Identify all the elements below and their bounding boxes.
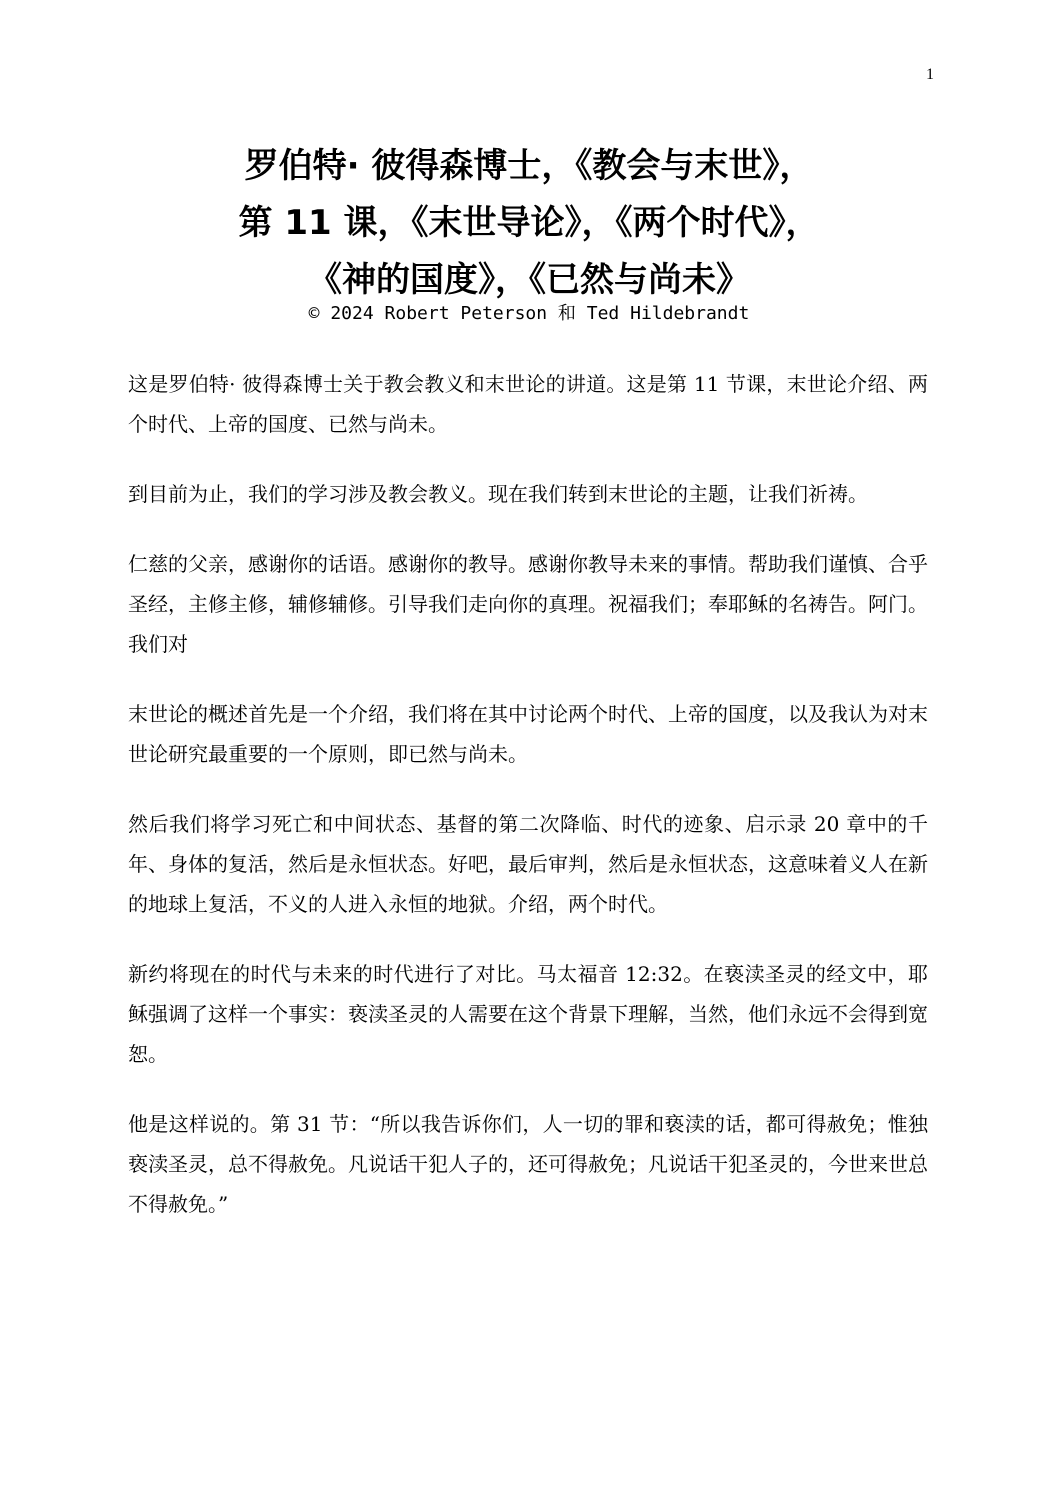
paragraph-matthew-quote: 他是这样说的。第 31 节：“所以我告诉你们，人一切的罪和亵渎的话，都可得赦免；惟独亵渎圣灵，总不得赦免。凡说话干犯人子的，还可得赦免；凡说话干犯圣灵的，今世来世总不得赦免。” — [128, 1112, 928, 1216]
title-line-2: 第 11 课，《末世导论》，《两个时代》， — [238, 203, 820, 243]
document-title — [0, 138, 1058, 325]
paragraph-outline: 然后我们将学习死亡和中间状态、基督的第二次降临、时代的迹象、启示录 20 章中的千年、身体的复活，然后是永恒状态。好吧，最后审判，然后是永恒状态，这意味着义人在新的地球上复活，不义的人进入永恒的地狱。介绍，两个时代。 — [128, 812, 928, 916]
title-line-1: 罗伯特· 彼得森博士，《教会与末世》， — [244, 146, 814, 186]
document-body — [128, 364, 928, 1254]
paragraph-overview: 末世论的概述首先是一个介绍，我们将在其中讨论两个时代、上帝的国度，以及我认为对末世论研究最重要的一个原则，即已然与尚未。 — [128, 702, 928, 766]
paragraph-transition: 到目前为止，我们的学习涉及教会教义。现在我们转到末世论的主题，让我们祈祷。 — [128, 482, 868, 506]
copyright-notice: © 2024 Robert Peterson 和 Ted Hildebrandt — [308, 303, 750, 324]
paragraph-two-ages: 新约将现在的时代与未来的时代进行了对比。马太福音 12:32。在亵渎圣灵的经文中，耶稣强调了这样一个事实：亵渎圣灵的人需要在这个背景下理解，当然，他们永远不会得到宽恕。 — [128, 962, 928, 1066]
page-number: 1 — [926, 66, 934, 83]
paragraph-intro: 这是罗伯特· 彼得森博士关于教会教义和末世论的讲道。这是第 11 节课，末世论介绍、两个时代、上帝的国度、已然与尚未。 — [128, 372, 928, 436]
title-line-3: 《神的国度》，《已然与尚未》 — [308, 260, 750, 300]
paragraph-prayer: 仁慈的父亲，感谢你的话语。感谢你的教导。感谢你教导未来的事情。帮助我们谨慎、合乎圣经，主修主修，辅修辅修。引导我们走向你的真理。祝福我们；奉耶稣的名祷告。阿门。我们对 — [128, 552, 928, 656]
